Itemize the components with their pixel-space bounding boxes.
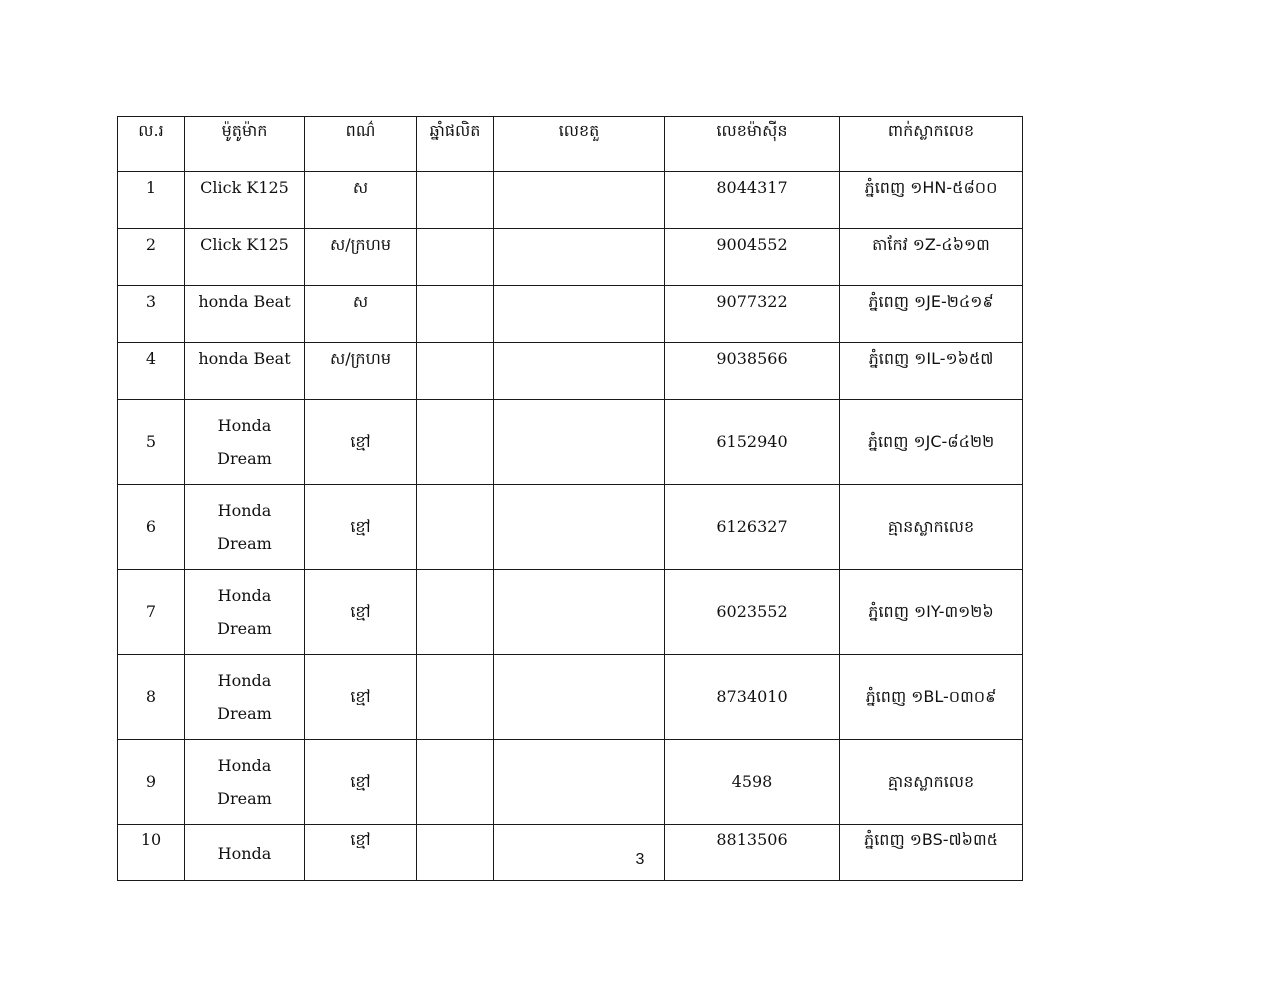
cell-model: Click K125	[185, 172, 305, 229]
cell-color: ខ្មៅ	[305, 400, 417, 485]
table-row	[118, 655, 1023, 740]
model-line-1: Honda	[217, 415, 272, 435]
cell-chassis	[494, 343, 665, 400]
cell-plate: គ្មានស្លាកលេខ	[840, 485, 1023, 570]
header-color: ពណ៌	[305, 117, 417, 172]
cell-plate: ភ្នំពេញ ១JC-៨៤២២	[840, 400, 1023, 485]
cell-number: 3	[118, 286, 185, 343]
cell-number: 1	[118, 172, 185, 229]
cell-engine: 6023552	[665, 570, 840, 655]
table-header-row	[118, 117, 1023, 172]
cell-number: 4	[118, 343, 185, 400]
model-line-1: Honda	[217, 585, 272, 605]
cell-engine: 8044317	[665, 172, 840, 229]
model-line-1: Honda	[217, 670, 272, 690]
model-line-2: Dream	[217, 619, 272, 638]
cell-chassis	[494, 286, 665, 343]
cell-engine: 8813506	[665, 825, 840, 881]
cell-year	[417, 655, 494, 740]
cell-color: ខ្មៅ	[305, 740, 417, 825]
cell-number: 10	[118, 825, 185, 881]
cell-number: 7	[118, 570, 185, 655]
cell-color: ស	[305, 172, 417, 229]
cell-year	[417, 570, 494, 655]
cell-chassis	[494, 485, 665, 570]
cell-engine: 6152940	[665, 400, 840, 485]
cell-chassis	[494, 229, 665, 286]
cell-plate: ភ្នំពេញ ១IY-៣១២៦	[840, 570, 1023, 655]
model-line-2: Dream	[217, 449, 272, 468]
cell-year	[417, 485, 494, 570]
cell-year	[417, 172, 494, 229]
cell-chassis	[494, 400, 665, 485]
cell-color: ស/ក្រហម	[305, 229, 417, 286]
model-line-1: Honda	[217, 500, 272, 520]
cell-number: 5	[118, 400, 185, 485]
model-line-1: Honda	[217, 755, 272, 775]
cell-model	[185, 485, 305, 570]
cell-chassis	[494, 655, 665, 740]
cell-engine: 9004552	[665, 229, 840, 286]
cell-model	[185, 400, 305, 485]
header-engine: លេខម៉ាស៊ីន	[665, 117, 840, 172]
cell-year	[417, 740, 494, 825]
cell-number: 2	[118, 229, 185, 286]
cell-engine: 6126327	[665, 485, 840, 570]
model-line-2: Dream	[217, 704, 272, 723]
cell-model: honda Beat	[185, 286, 305, 343]
cell-year	[417, 286, 494, 343]
cell-plate: តាកែវ ១Z-៤៦១៣	[840, 229, 1023, 286]
cell-year	[417, 343, 494, 400]
cell-color: ខ្មៅ	[305, 570, 417, 655]
table-row	[118, 485, 1023, 570]
cell-year	[417, 400, 494, 485]
header-chassis: លេខតួ	[494, 117, 665, 172]
cell-engine: 9077322	[665, 286, 840, 343]
cell-model: Click K125	[185, 229, 305, 286]
cell-plate: ភ្នំពេញ ១HN-៥៨០០	[840, 172, 1023, 229]
cell-model	[185, 655, 305, 740]
cell-year	[417, 229, 494, 286]
cell-color: ខ្មៅ	[305, 485, 417, 570]
cell-chassis	[494, 740, 665, 825]
cell-plate: ភ្នំពេញ ១JE-២៤១៩	[840, 286, 1023, 343]
cell-engine: 8734010	[665, 655, 840, 740]
table-row	[118, 343, 1023, 400]
cell-number: 8	[118, 655, 185, 740]
page-number: 3	[635, 851, 645, 868]
cell-plate: គ្មានស្លាកលេខ	[840, 740, 1023, 825]
header-year: ឆ្នាំផលិត	[417, 117, 494, 172]
table-row	[118, 286, 1023, 343]
cell-plate: ភ្នំពេញ ១IL-១៦៥៧	[840, 343, 1023, 400]
cell-color: ខ្មៅ	[305, 655, 417, 740]
cell-number: 9	[118, 740, 185, 825]
cell-engine: 4598	[665, 740, 840, 825]
cell-color: ខ្មៅ	[305, 825, 417, 881]
table-row	[118, 229, 1023, 286]
cell-engine: 9038566	[665, 343, 840, 400]
cell-chassis	[494, 570, 665, 655]
cell-model	[185, 570, 305, 655]
model-line-1: Honda	[217, 844, 272, 863]
model-line-2: Dream	[217, 789, 272, 808]
cell-color: ស	[305, 286, 417, 343]
table-row	[118, 172, 1023, 229]
table-row	[118, 400, 1023, 485]
cell-model	[185, 740, 305, 825]
header-plate: ពាក់ស្លាកលេខ	[840, 117, 1023, 172]
header-model: ម៉ូតូម៉ាក	[185, 117, 305, 172]
cell-model: honda Beat	[185, 343, 305, 400]
table-row	[118, 740, 1023, 825]
vehicle-table	[117, 116, 1023, 881]
cell-plate: ភ្នំពេញ ១BS-៧៦៣៥	[840, 825, 1023, 881]
cell-chassis	[494, 172, 665, 229]
header-number: ល.រ	[118, 117, 185, 172]
cell-color: ស/ក្រហម	[305, 343, 417, 400]
cell-number: 6	[118, 485, 185, 570]
model-line-2: Dream	[217, 534, 272, 553]
table-row	[118, 570, 1023, 655]
cell-plate: ភ្នំពេញ ១BL-០៣០៩	[840, 655, 1023, 740]
